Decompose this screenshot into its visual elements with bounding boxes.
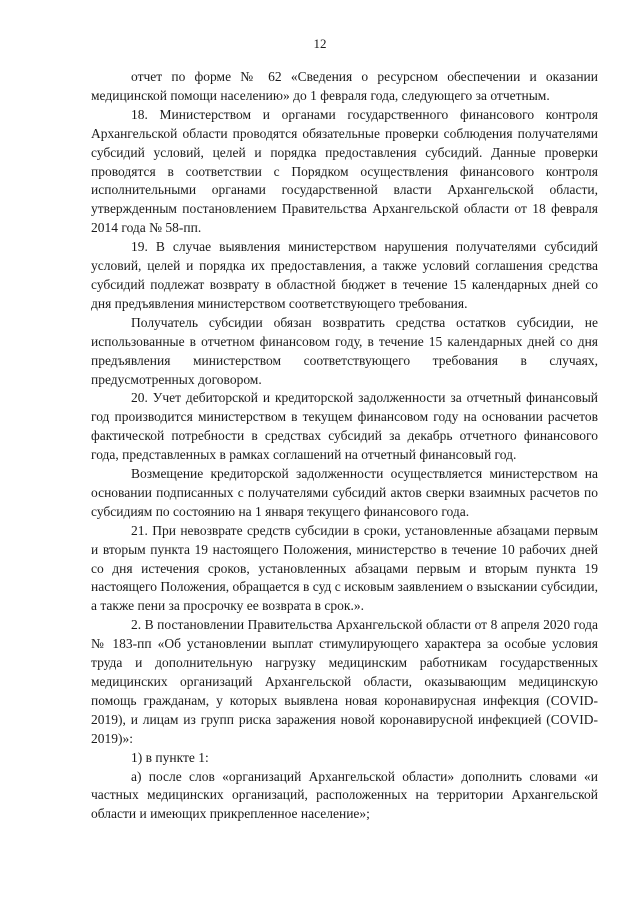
paragraph-item-21: 21. При невозврате средств субсидии в сроки, установленные абзацами первым и вторым пункта 19 настоящего Положения, министерство в течение 10 рабочих дней со дня истечения сроков, установленных абзацами первым и вторым пункта 19 настоящего Положения, обращается в суд с исковым заявлением о взыскании субсидии, а также пени за просрочку ее возврата в срок.». — [91, 522, 598, 614]
paragraph-continuation: отчет по форме № 62 «Сведения о ресурсном обеспечении и оказании медицинской помощи населению» до 1 февраля года, следующего за отчетным. — [91, 69, 598, 103]
paragraph-debt-reimbursement: Возмещение кредиторской задолженности осуществляется министерством на основании подписанных с получателями субсидий актов сверки взаимных расчетов по субсидиям по состоянию на 1 января текущего финансового года. — [91, 466, 598, 519]
paragraph-subitem-1: 1) в пункте 1: — [131, 749, 209, 765]
page-number: 12 — [313, 36, 327, 51]
paragraph-item-20: 20. Учет дебиторской и кредиторской задолженности за отчетный финансовый год производится министерством в текущем финансовом году на основании расчетов фактической потребности в средствах субсидий за декабрь отчетного финансового года, представленных в рамках соглашений на отчетный финансовый год. — [91, 390, 598, 463]
document-body — [91, 68, 598, 824]
paragraph-subitem-a: а) после слов «организаций Архангельской области» дополнить словами «и частных медицинских организаций, расположенных на территории Архангельской области и имеющих прикрепленное население»; — [91, 768, 598, 822]
paragraph-refund-obligation: Получатель субсидии обязан возвратить средства остатков субсидии, не использованные в отчетном финансовом году, в течение 15 календарных дней со дня предъявления министерством соответствующего требования в случаях, предусмотренных договором. — [91, 314, 598, 387]
paragraph-item-19: 19. В случае выявления министерством нарушения получателями субсидий условий, целей и порядка их предоставления, а также условий соглашения средства субсидий подлежат возврату в областной бюджет в течение 15 календарных дней со дня предъявления министерством соответствующего требования. — [91, 239, 598, 311]
paragraph-item-18: 18. Министерством и органами государственного финансового контроля Архангельской области проводятся обязательные проверки соблюдения получателями субсидий условий, целей и порядка предоставления субсидий. Данные проверки проводятся в соответствии с Порядком осуществления финансового контроля исполнительными органами государственной власти Архангельской области, утвержденным постановлением Правительства Архангельской области от 18 февраля 2014 года № 58-пп. — [91, 106, 598, 236]
paragraph-section-2: 2. В постановлении Правительства Архангельской области от 8 апреля 2020 года № 183-пп «Об установлении выплат стимулирующего характера за особые условия труда и дополнительную нагрузку медицинским работникам государственных медицинских организаций Архангельской области, оказывающим медицинскую помощь гражданам, у которых выявлена новая коронавирусная инфекция (COVID-2019), и лицам из групп риска заражения новой коронавирусной инфекцией (COVID-2019)»: — [91, 617, 598, 746]
